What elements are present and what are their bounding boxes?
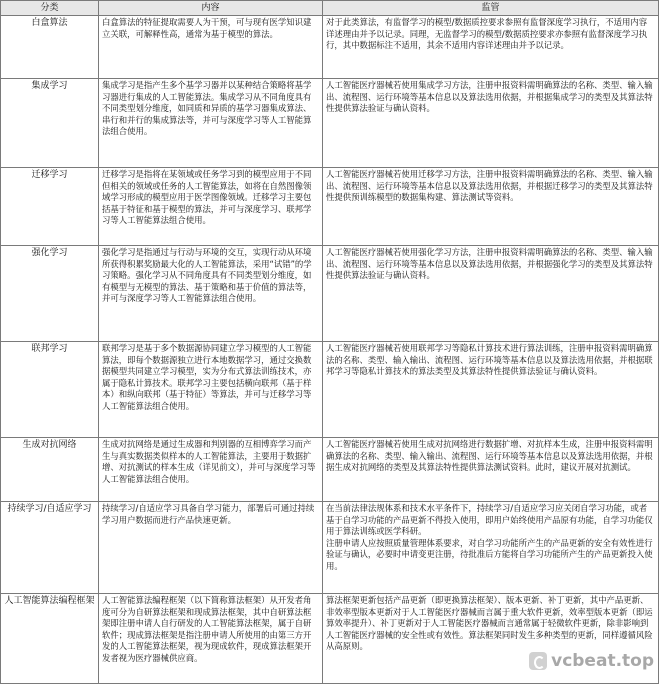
row-regulation: 人工智能医疗器械若使用生成对抗网络进行数据扩增、对抗样本生成，注册申报资料需明确算法的名称、类型、输入输出、流程图、运行环境等基本信息以及算法选用依据，并根据生成对抗网络的类型及其算法特性提供算法测试资料。此时，建议开展对抗测试。 — [323, 438, 659, 502]
row-regulation — [323, 502, 659, 594]
regulation-paragraph: 在当前法律法规体系和技术水平条件下，持续学习/自适应学习应关闭自学习功能，或者基于自学习功能的产品更新不得投入使用，即用户始终使用产品原有功能，自学习功能仅用于算法训练或医学科研。 — [326, 503, 653, 537]
row-category: 强化学习 — [1, 246, 99, 342]
row-regulation: 人工智能医疗器械若使用强化学习方法，注册申报资料需明确算法的名称、类型、输入输出、流程图、运行环境等基本信息以及算法选用依据，并根据强化学习的类型及其算法特性提供算法验证与确认资料。 — [323, 246, 659, 342]
table-row — [1, 168, 659, 246]
row-regulation: 算法框架更新包括产品更新（即更换算法框架）、版本更新、补丁更新，其中产品更新、非效率型版本更新对于人工智能医疗器械而言属于重大软件更新，效率型版本更新（即运算效率提升）、补丁更新对于人工智能医疗器械而言通常属于轻微软件更新，除非影响到人工智能医疗器械的安全性或有效性。算法框架同时发生多种类型的更新，同样遵循风险从高原则。 — [323, 594, 659, 684]
row-regulation: 对于此类算法，有监督学习的模型/数据质控要求参照有监督深度学习执行，不适用内容详述理由并予以记录。同理，无监督学习的模型/数据质控要求亦参照有监督深度学习执行，其中数据标注不适用，其余不适用内容详述理由并予以记录。 — [323, 16, 659, 79]
row-content: 集成学习是指产生多个基学习器并以某种结合策略将基学习器进行集成的人工智能算法。集成学习从不同角度具有不同类型划分维度，如同质和异质的基学习器集成算法、串行和并行的集成算法等，并可与深度学习等人工智能算法组合使用。 — [99, 79, 323, 168]
table-header-row — [1, 1, 659, 16]
row-content: 强化学习是指通过与行动与环境的交互，实现行动从环境所获得积累奖励最大化的人工智能算法，采用“试错”的学习策略。强化学习从不同角度具有不同类型划分维度，如有模型与无模型的算法、基于策略和基于价值的算法等，并可与深度学习等人工智能算法组合使用。 — [99, 246, 323, 342]
row-category: 白盒算法 — [1, 16, 99, 79]
table-row — [1, 502, 659, 594]
table-row — [1, 438, 659, 502]
row-category: 联邦学习 — [1, 342, 99, 438]
table-row — [1, 79, 659, 168]
vcbeat-logo-icon — [529, 652, 547, 670]
header-category: 分类 — [1, 1, 99, 16]
table-row — [1, 246, 659, 342]
table-row — [1, 342, 659, 438]
regulation-paragraph: 注册申请人应按照质量管理体系要求，对自学习功能所产生的产品更新的安全有效性进行验证与确认，必要时申请变更注册，待批准后方能将自学习功能所产生的产品更新投入使用。 — [326, 537, 653, 571]
row-regulation: 人工智能医疗器械若使用集成学习方法，注册申报资料需明确算法的名称、类型、输入输出、流程图、运行环境等基本信息以及算法选用依据，并根据集成学习的类型及其算法特性提供算法验证与确认资料。 — [323, 79, 659, 168]
header-regulation: 监管 — [323, 1, 659, 16]
header-content: 内容 — [99, 1, 323, 16]
row-category: 迁移学习 — [1, 168, 99, 246]
row-category: 持续学习/自适应学习 — [1, 502, 99, 594]
row-category: 人工智能算法编程框架 — [1, 594, 99, 684]
row-content: 人工智能算法编程框架（以下简称算法框架）从开发者角度可分为自研算法框架和现成算法框架，其中自研算法框架即注册申请人自行研发的人工智能算法框架，属于自研软件；现成算法框架是指注册申请人所使用的由第三方开发的人工智能算法框架，视为现成软件，现成算法框架开发者视为医疗器械供应商。 — [99, 594, 323, 684]
row-content: 白盒算法的特征提取需要人为干预，可与现有医学知识建立关联，可解释性高，通常为基于模型的算法。 — [99, 16, 323, 79]
row-content: 联邦学习是基于多个数据源协同建立学习模型的人工智能算法，即每个数据源独立进行本地数据学习，通过交换数据模型共同建立学习模型，实为分布式算法训练技术，亦属于隐私计算技术。联邦学习主要包括横向联邦（基于样本）和纵向联邦（基于特征）等算法，并可与迁移学习等人工智能算法组合使用。 — [99, 342, 323, 438]
row-category: 集成学习 — [1, 79, 99, 168]
row-regulation: 人工智能医疗器械若使用迁移学习方法，注册申报资料需明确算法的名称、类型、输入输出、流程图、运行环境等基本信息以及算法选用依据，并根据迁移学习的类型及其算法特性提供预训练模型的数据集构建、算法测试等资料。 — [323, 168, 659, 246]
row-category: 生成对抗网络 — [1, 438, 99, 502]
watermark-text: vcbeat.top — [551, 651, 654, 671]
row-content: 生成对抗网络是通过生成器和判别器的互相博弈学习而产生与真实数据类似样本的人工智能算法，主要用于数据扩增、对抗测试的样本生成（详见前文），并可与深度学习等人工智能算法组合使用。 — [99, 438, 323, 502]
row-content: 持续学习/自适应学习具备自学习能力，部署后可通过持续学习用户数据而进行产品快速更新。 — [99, 502, 323, 594]
row-content: 迁移学习是指将在某领域或任务学习到的模型应用于不同但相关的领域或任务的人工智能算法，如将在自然图像领域学习形成的模型应用于医学图像领域。迁移学习主要包括基于特征和基于模型的算法，并可与深度学习、联邦学习等人工智能算法组合使用。 — [99, 168, 323, 246]
row-regulation: 人工智能医疗器械若使用联邦学习等隐私计算技术进行算法训练，注册申报资料需明确算法的名称、类型、输入输出、流程图、运行环境等基本信息以及算法选用依据，并根据联邦学习等隐私计算技术的算法类型及其算法特性提供算法验证与确认资料。 — [323, 342, 659, 438]
table-row — [1, 16, 659, 79]
watermark — [529, 651, 654, 671]
